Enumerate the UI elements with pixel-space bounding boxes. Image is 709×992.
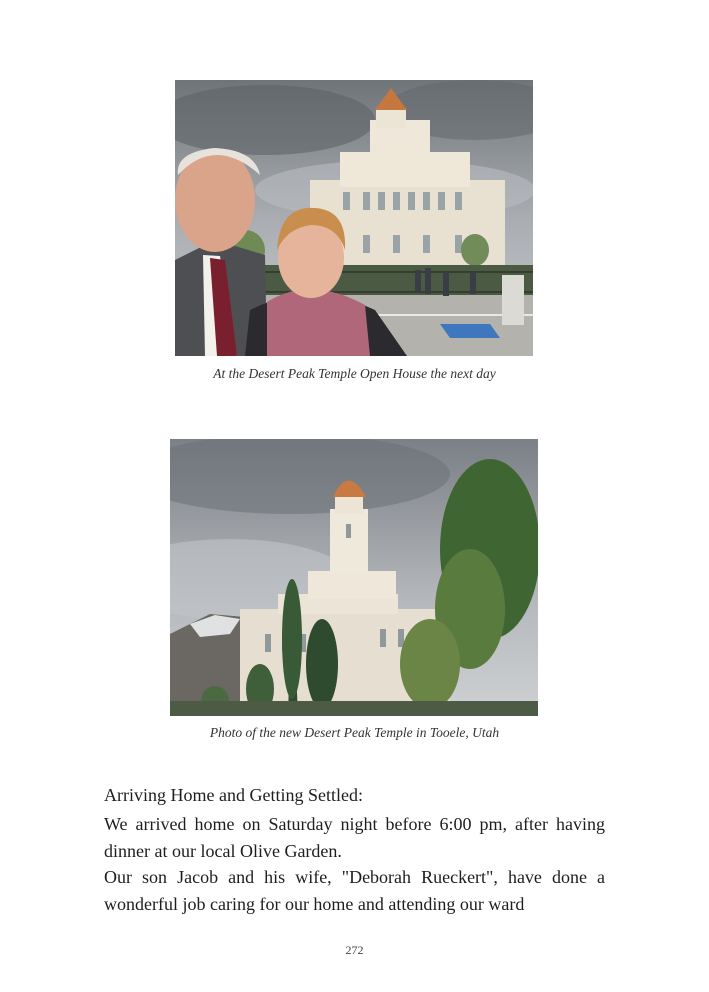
body-paragraph: We arrived home on Saturday night before 6:00 pm, after having dinner at our local Olive Garden.: [104, 814, 605, 861]
body-paragraph: Our son Jacob and his wife, "Deborah Rueckert", have done a wonderful job caring for our home and attending our ward: [104, 867, 605, 914]
selfie-photo: [175, 80, 533, 356]
page-number: 272: [345, 943, 364, 957]
section-heading: Arriving Home and Getting Settled:: [104, 785, 363, 805]
photo-caption: Photo of the new Desert Peak Temple in Tooele, Utah: [209, 725, 500, 740]
temple-photo: [170, 439, 538, 716]
photo-caption: At the Desert Peak Temple Open House the next day: [213, 366, 496, 381]
